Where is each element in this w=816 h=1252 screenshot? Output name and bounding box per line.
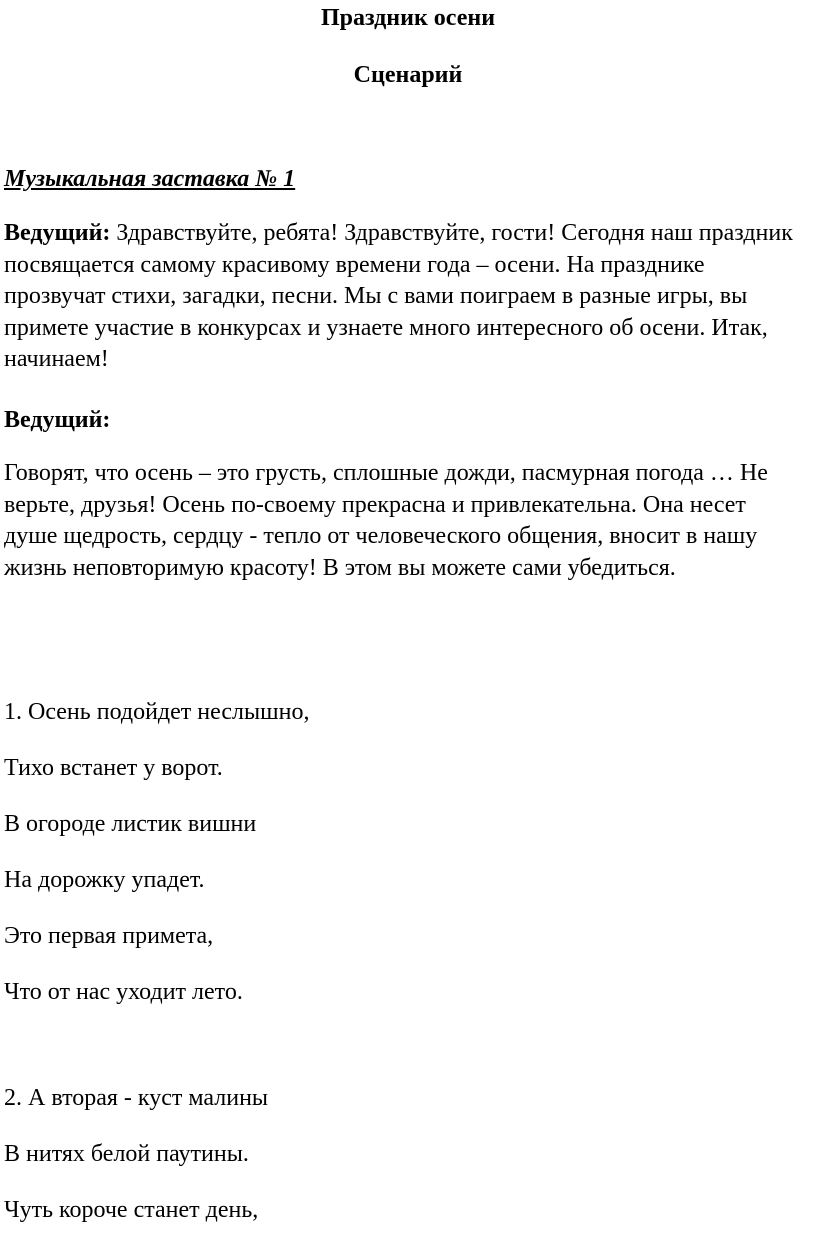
document-subtitle: Сценарий	[353, 62, 463, 88]
poem-line: На дорожку упадет.	[4, 867, 205, 893]
poem-line: Это первая примета,	[4, 923, 214, 949]
document-title: Праздник осени	[320, 5, 496, 31]
host-speech: Говорят, что осень – это грусть, сплошные дожди, пасмурная погода … Не верьте, друзья! Осень по-своему прекрасна и привлекательна. Она несет душе щедрость, сердцу - тепло от человеческого общения, вносит в нашу жизнь неповторимую красоту! В этом вы можете сами убедиться.	[4, 460, 768, 581]
poem-line: Что от нас уходит лето.	[4, 979, 243, 1005]
poem-line: 1. Осень подойдет неслышно,	[4, 699, 310, 725]
music-heading: Музыкальная заставка № 1	[4, 166, 296, 192]
poem-line: 2. А вторая - куст малины	[4, 1085, 269, 1111]
host-label: Ведущий:	[4, 220, 111, 246]
poem-line: Чуть короче станет день,	[4, 1197, 259, 1223]
host-label-2: Ведущий:	[4, 407, 111, 433]
poem-line: В нитях белой паутины.	[4, 1141, 249, 1167]
intro-text: Здравствуйте, ребята! Здравствуйте, гости! Сегодня наш праздник посвящается самому красивому времени года – осени. На празднике прозвучат стихи, загадки, песни. Мы с вами поиграем в разные игры, вы примете участие в конкурсах и узнаете много интересного об осени. Итак, начинаем!	[4, 220, 793, 372]
poem-line: Тихо встанет у ворот.	[4, 755, 223, 781]
intro-paragraph	[4, 218, 804, 376]
poem-line: В огороде листик вишни	[4, 811, 257, 837]
